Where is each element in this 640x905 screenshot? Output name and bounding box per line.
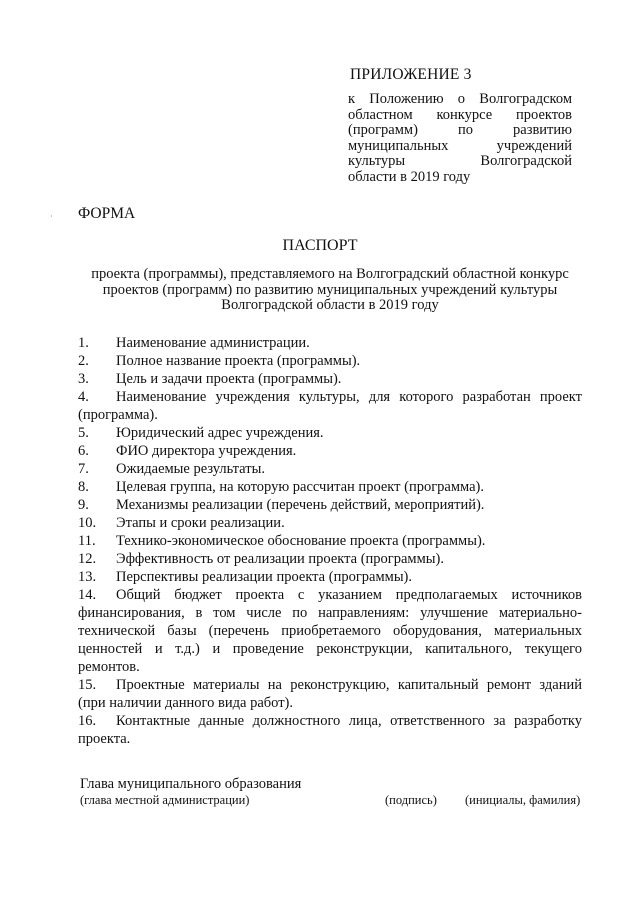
item-text: ФИО директора учреждения. <box>116 443 297 459</box>
item-number: 6. <box>78 443 89 459</box>
item-number: 2. <box>78 353 89 369</box>
passport-items-list <box>78 334 582 748</box>
list-item <box>78 370 582 388</box>
item-text: Ожидаемые результаты. <box>116 461 265 477</box>
appendix-line: области в 2019 году <box>348 168 471 185</box>
appendix-line: муниципальных учреждений <box>348 138 572 154</box>
appendix-title: ПРИЛОЖЕНИЕ 3 <box>350 66 472 83</box>
appendix-line: к Положению о Волгоградском <box>348 92 572 107</box>
list-item <box>78 514 582 532</box>
list-item <box>78 586 582 676</box>
list-item <box>78 334 582 352</box>
list-item <box>78 676 582 712</box>
appendix-line: культуры Волгоградской <box>348 154 572 169</box>
item-number: 10. <box>78 515 97 531</box>
list-item <box>78 496 582 514</box>
signature-sign-note: (подпись) <box>385 793 437 807</box>
signature-title: Глава муниципального образования <box>80 776 302 792</box>
list-item <box>78 424 582 442</box>
item-text: Цель и задачи проекта (программы). <box>116 371 342 387</box>
item-number: 8. <box>78 479 89 495</box>
list-item <box>78 550 582 568</box>
item-text: Полное название проекта (программы). <box>116 353 361 369</box>
passport-subtitle-line: Волгоградской области в 2019 году <box>221 297 439 313</box>
list-item <box>78 388 582 424</box>
item-number: 14. <box>78 587 97 603</box>
item-number: 3. <box>78 371 89 387</box>
item-number: 13. <box>78 569 97 585</box>
item-text: Технико-экономическое обоснование проекта (программы). <box>116 533 486 549</box>
list-item <box>78 478 582 496</box>
form-label: ФОРМА <box>78 205 136 222</box>
list-item <box>78 712 582 748</box>
passport-subtitle <box>80 267 580 314</box>
appendix-line: областном конкурсе проектов <box>348 107 572 123</box>
passport-subtitle-line: проекта (программы), представляемого на Волгоградский областной конкурс <box>91 266 569 282</box>
item-text: Перспективы реализации проекта (программы). <box>116 569 413 585</box>
item-text: Проектные материалы на реконструкцию, капитальный ремонт зданий (при наличии данного вида работ). <box>78 677 582 711</box>
item-number: 11. <box>78 533 96 549</box>
item-text: Целевая группа, на которую рассчитан проект (программа). <box>116 479 484 495</box>
list-item <box>78 460 582 478</box>
list-item <box>78 442 582 460</box>
signature-position-note: (глава местной администрации) <box>80 793 250 807</box>
item-text: Наименование администрации. <box>116 335 310 351</box>
list-item <box>78 532 582 550</box>
item-text: Юридический адрес учреждения. <box>116 425 324 441</box>
item-text: Механизмы реализации (перечень действий, мероприятий). <box>116 497 485 513</box>
appendix-subtitle <box>348 92 572 185</box>
item-number: 4. <box>78 389 89 405</box>
item-number: 9. <box>78 497 89 513</box>
item-number: 16. <box>78 713 97 729</box>
list-item <box>78 568 582 586</box>
item-number: 7. <box>78 461 89 477</box>
list-item <box>78 352 582 370</box>
item-text: Наименование учреждения культуры, для которого разработан проект (программа). <box>78 389 582 423</box>
item-text: Этапы и сроки реализации. <box>116 515 285 531</box>
appendix-line: (программ) по развитию <box>348 123 572 138</box>
item-number: 12. <box>78 551 97 567</box>
passport-subtitle-line: проектов (программ) по развитию муниципальных учреждений культуры <box>102 281 558 298</box>
item-number: 15. <box>78 677 97 693</box>
item-text: Контактные данные должностного лица, ответственного за разработку проекта. <box>78 713 582 747</box>
item-text: Эффективность от реализации проекта (программы). <box>116 551 444 567</box>
item-text: Общий бюджет проекта с указанием предполагаемых источников финансирования, в том числе по направлениям: улучшение материально-технической базы (перечень приобретаемого оборудования, материальных ценностей и т.д.) и проведение реконструкции, капитального, текущего ремонтов. <box>78 587 582 675</box>
item-number: 1. <box>78 335 89 351</box>
item-number: 5. <box>78 425 89 441</box>
margin-mark: · <box>50 212 53 221</box>
passport-title: ПАСПОРТ <box>282 237 358 254</box>
signature-name-note: (инициалы, фамилия) <box>465 793 581 807</box>
